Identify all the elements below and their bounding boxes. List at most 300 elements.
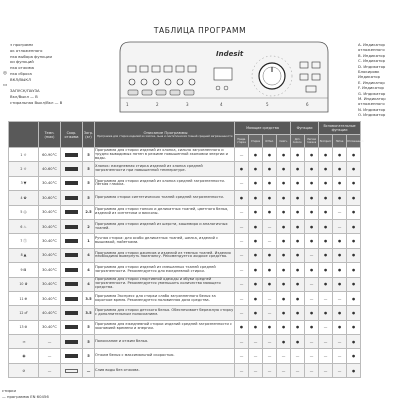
- right-legend-row: отложенного: [358, 47, 385, 53]
- mark-cell: ●: [305, 176, 319, 190]
- mark-cell: ●: [347, 176, 361, 190]
- mark-cell: ●: [319, 162, 333, 176]
- description-cell: Программа стирки синтетических тканей средней загрязненности.: [95, 191, 235, 205]
- mark-cell: ●: [291, 263, 305, 277]
- program-icon: ⊕: [24, 296, 28, 301]
- control-panel-illustration: [116, 38, 332, 116]
- temperature-cell: —: [39, 363, 61, 377]
- spin-bar-icon: [65, 153, 78, 157]
- mark-cell: —: [305, 291, 319, 305]
- load-cell: 3.5: [83, 306, 95, 320]
- mark-cell: ●: [291, 162, 305, 176]
- program-number: 4: [20, 195, 23, 200]
- mark-cell: ●: [347, 205, 361, 219]
- mark-cell: ●: [319, 306, 333, 320]
- mark-cell: —: [235, 148, 249, 162]
- program-number: 5: [20, 210, 23, 215]
- mark-cell: ●: [263, 248, 277, 262]
- mark-cell: ●: [249, 148, 263, 162]
- description-cell: Программа для стирки тонких и деликатных тканей, цветного белья, изделий из синтетики и вискозы.: [95, 205, 235, 219]
- program-icon: ♛: [24, 282, 28, 287]
- mark-cell: ●: [305, 148, 319, 162]
- description-cell: Полоскание и отжим белья.: [95, 335, 235, 349]
- spin-bar-icon: [65, 210, 78, 214]
- mark-cell: —: [235, 176, 249, 190]
- program-icon: ▼: [23, 181, 27, 186]
- spin-cell: [61, 306, 83, 320]
- mark-cell: ●: [319, 263, 333, 277]
- temperature-cell: 30-40°C: [39, 291, 61, 305]
- mark-cell: ●: [249, 162, 263, 176]
- spin-cell: [61, 248, 83, 262]
- mark-cell: ●: [333, 277, 347, 291]
- load-cell: 5: [83, 191, 95, 205]
- table-row: [9, 219, 361, 233]
- program-cell: [9, 363, 39, 377]
- program-number: 8: [20, 253, 23, 258]
- temperature-cell: 40-60°C: [39, 162, 61, 176]
- mark-cell: —: [235, 306, 249, 320]
- load-cell: 5: [83, 162, 95, 176]
- program-icon: ◎: [23, 210, 27, 215]
- load-cell: 4: [83, 263, 95, 277]
- load-cell: 5: [83, 320, 95, 334]
- program-cell: [9, 291, 39, 305]
- temperature-cell: 30-40°C: [39, 248, 61, 262]
- program-icon: ◉: [22, 354, 26, 359]
- description-cell: Программа для стирки детского белья. Обеспечивает бережную стирку с дополнительным полосканием.: [95, 306, 235, 320]
- mark-cell: —: [249, 335, 263, 349]
- spin-cell: [61, 148, 83, 162]
- mark-cell: ●: [249, 205, 263, 219]
- mark-cell: ●: [291, 248, 305, 262]
- left-legend-text: ВКЛ/ВЫКЛ: [10, 76, 31, 82]
- mark-cell: ●: [347, 162, 361, 176]
- mark-cell: ●: [319, 148, 333, 162]
- mark-cell: ●: [347, 335, 361, 349]
- header-spin: Скор. отжима: [61, 122, 83, 148]
- panel-button-2: [142, 90, 152, 95]
- mark-cell: ●: [347, 306, 361, 320]
- spin-cell: [61, 335, 83, 349]
- mark-cell: —: [235, 349, 249, 363]
- temperature-cell: 30-40°C: [39, 263, 61, 277]
- mark-cell: —: [319, 320, 333, 334]
- mark-cell: ●: [263, 277, 277, 291]
- temperature-cell: 30-40°C: [39, 320, 61, 334]
- mark-cell: —: [319, 349, 333, 363]
- header-col-label: Отложенный: [347, 135, 361, 148]
- panel-display: [214, 68, 232, 80]
- mark-cell: ●: [291, 291, 305, 305]
- spin-cell: [61, 320, 83, 334]
- table-row: [9, 205, 361, 219]
- mark-cell: ●: [263, 263, 277, 277]
- mark-cell: ●: [347, 363, 361, 377]
- mark-cell: ●: [319, 191, 333, 205]
- load-cell: —: [83, 363, 95, 377]
- description-cell: Программа для ежедневной стирки изделий средней загрязненности с экономией времени и энергии.: [95, 320, 235, 334]
- table-row: [9, 176, 361, 190]
- mark-cell: ●: [277, 306, 291, 320]
- mark-cell: —: [235, 277, 249, 291]
- mark-cell: —: [305, 277, 319, 291]
- mark-cell: ●: [277, 162, 291, 176]
- program-number: 6: [20, 224, 23, 229]
- header-description: Описание Программы: [143, 130, 188, 136]
- right-legend-row: O. Индикатор: [358, 112, 386, 118]
- program-table: [8, 121, 364, 378]
- description-cell: Программа для стирки изделий из шерсти, кашемира и аналогичных тканей.: [95, 219, 235, 233]
- left-legend-text: пка отжима: [10, 65, 34, 71]
- mark-cell: ●: [291, 277, 305, 291]
- header-col-label: Пятна: [333, 135, 347, 148]
- mark-cell: ●: [277, 234, 291, 248]
- temperature-cell: 30-60°C: [39, 191, 61, 205]
- program-icon: ♂: [24, 310, 28, 315]
- mark-cell: ●: [305, 320, 319, 334]
- table-row: [9, 363, 361, 377]
- program-cell: [9, 248, 39, 262]
- page-title: ТАБЛИЦА ПРОГРАММ: [153, 26, 247, 35]
- mark-cell: ●: [277, 263, 291, 277]
- mark-cell: ●: [305, 219, 319, 233]
- program-icon: ☼: [23, 152, 27, 157]
- mark-cell: ●: [333, 320, 347, 334]
- callout-5: 5: [266, 102, 269, 107]
- mark-cell: —: [263, 363, 277, 377]
- mark-cell: ●: [347, 263, 361, 277]
- mark-cell: ●: [263, 205, 277, 219]
- spin-bar-icon: [65, 239, 78, 243]
- program-icon: ♨: [23, 224, 27, 229]
- description-cell: Программа для стирки спортивной одежды и обуви средней загрязненности. Рекомендуется уменьшить количество моющего средства.: [95, 277, 235, 291]
- table-row: [9, 291, 361, 305]
- mark-cell: —: [263, 335, 277, 349]
- mark-cell: ●: [305, 263, 319, 277]
- panel-button-4: [170, 90, 180, 95]
- header-temp: Темп. (max): [39, 122, 61, 148]
- spin-cell: [61, 277, 83, 291]
- program-number: 2: [20, 167, 23, 172]
- program-cell: [9, 148, 39, 162]
- program-icon: ⊠: [23, 267, 27, 272]
- temperature-cell: —: [39, 335, 61, 349]
- mark-cell: ●: [249, 191, 263, 205]
- mark-cell: —: [263, 219, 277, 233]
- mark-cell: ●: [277, 219, 291, 233]
- table-row: [9, 306, 361, 320]
- left-legend-text: стиральная Выкл/Вкл — В: [10, 99, 63, 105]
- spin-cell: [61, 176, 83, 190]
- mark-cell: ●: [347, 277, 361, 291]
- left-legend-text: з программ: [10, 42, 33, 47]
- program-icon: ▲: [23, 253, 27, 258]
- mark-cell: ●: [235, 320, 249, 334]
- mark-cell: —: [319, 335, 333, 349]
- table-row: [9, 277, 361, 291]
- mark-cell: ●: [277, 176, 291, 190]
- header-col-label: Смягч.: [277, 135, 291, 148]
- table-row: [9, 349, 361, 363]
- mark-cell: —: [235, 335, 249, 349]
- spin-bar-icon: [65, 282, 78, 286]
- footer-line-2: — программа EN 60456: [2, 394, 49, 399]
- program-number: 12: [19, 310, 24, 315]
- program-cell: [9, 263, 39, 277]
- load-cell: 3.5: [83, 291, 95, 305]
- mark-cell: —: [319, 363, 333, 377]
- mark-cell: ●: [347, 248, 361, 262]
- program-cell: [9, 320, 39, 334]
- program-number: 11: [19, 296, 24, 301]
- temperature-cell: 60-90°C: [39, 148, 61, 162]
- right-legend-row: F. Индикатор: [358, 85, 384, 91]
- mark-cell: ●: [333, 176, 347, 190]
- right-legend-row: C. Индикатор: [358, 58, 386, 64]
- program-icon: ☼: [23, 167, 27, 172]
- mark-cell: ●: [291, 234, 305, 248]
- program-number: 3: [20, 181, 23, 186]
- mark-cell: —: [277, 349, 291, 363]
- temperature-cell: 30-40°C: [39, 219, 61, 233]
- spin-bar-icon: [65, 181, 78, 185]
- spin-cell: [61, 349, 83, 363]
- program-cell: [9, 306, 39, 320]
- mark-cell: ●: [319, 205, 333, 219]
- program-icon: ♒: [22, 339, 26, 344]
- right-legend-row: отложенного: [358, 101, 385, 107]
- header-description-sub: Программа для стирки изделий из хлопка, льна и синтетических тканей средней загрязненности: [97, 135, 233, 139]
- mark-cell: ●: [319, 277, 333, 291]
- mark-cell: ●: [249, 234, 263, 248]
- mark-cell: ●: [291, 176, 305, 190]
- mark-cell: ●: [277, 277, 291, 291]
- load-cell: 5: [83, 349, 95, 363]
- mark-cell: ●: [333, 306, 347, 320]
- spin-bar-icon: [65, 340, 78, 344]
- program-number: 1: [20, 152, 23, 157]
- mark-cell: ●: [305, 162, 319, 176]
- temperature-cell: 30-40°C: [39, 234, 61, 248]
- mark-cell: ●: [277, 191, 291, 205]
- right-legend-row: D. Индикатор: [358, 63, 386, 69]
- temperature-cell: —: [39, 349, 61, 363]
- program-icon: ⊛: [24, 325, 28, 330]
- header-col-label: Экспресс: [319, 135, 333, 148]
- mark-cell: —: [291, 349, 305, 363]
- spin-bar-icon: [65, 325, 78, 329]
- right-legend-row: A. Индикатор: [358, 42, 385, 47]
- mark-cell: —: [263, 306, 277, 320]
- right-legend-row: N. Индикатор: [358, 106, 386, 112]
- table-row: [9, 162, 361, 176]
- program-icon: Ⓣ: [23, 238, 27, 243]
- mark-cell: ●: [235, 191, 249, 205]
- mark-cell: ●: [277, 291, 291, 305]
- program-number: 10: [19, 282, 24, 287]
- mark-cell: ●: [347, 191, 361, 205]
- callout-2: 2: [156, 102, 159, 107]
- mark-cell: ●: [333, 234, 347, 248]
- mark-cell: ●: [291, 306, 305, 320]
- callout-6: 6: [306, 102, 309, 107]
- callout-3: 3: [186, 102, 189, 107]
- mark-cell: —: [305, 335, 319, 349]
- program-icon: ✿: [23, 195, 27, 200]
- description-cell: Слив воды без отжима.: [95, 363, 235, 377]
- mark-cell: ●: [249, 248, 263, 262]
- load-cell: 2.5: [83, 205, 95, 219]
- table-row: [9, 335, 361, 349]
- program-cell: [9, 277, 39, 291]
- program-number: 9: [20, 267, 23, 272]
- program-number: 7: [20, 238, 23, 243]
- mark-cell: ●: [333, 191, 347, 205]
- mark-cell: ●: [249, 277, 263, 291]
- description-cell: Программа для стирки изделий из хлопка, сильно загрязненного и трудно выводимых пятен в режиме повышенной экономии энергии и воды.: [95, 148, 235, 162]
- mark-cell: —: [291, 363, 305, 377]
- mark-cell: ●: [263, 176, 277, 190]
- description-cell: Программа для стирки изделий из смешанных тканей средней загрязненности. Рекомендуется для ежедневной стирки.: [95, 263, 235, 277]
- table-row: [9, 191, 361, 205]
- mark-cell: ●: [291, 320, 305, 334]
- temperature-cell: 30-40°C: [39, 277, 61, 291]
- header-col-label: Отбел.: [263, 135, 277, 148]
- mark-cell: ●: [305, 191, 319, 205]
- mark-cell: —: [277, 363, 291, 377]
- mark-cell: —: [235, 205, 249, 219]
- mark-cell: —: [333, 219, 347, 233]
- temperature-cell: 30-40°C: [39, 176, 61, 190]
- mark-cell: ●: [319, 219, 333, 233]
- mark-cell: ●: [277, 205, 291, 219]
- mark-cell: —: [333, 291, 347, 305]
- header-group-functions: Функции: [291, 122, 319, 135]
- right-legend-row: Блокировк: [358, 69, 380, 75]
- table-row: [9, 320, 361, 334]
- temperature-cell: 40-40°C: [39, 306, 61, 320]
- mark-cell: ●: [291, 205, 305, 219]
- mark-cell: ●: [333, 263, 347, 277]
- description-cell: Хлопок: ежедневная стирка изделий из хлопка средней загрязненности при повышенной температуре.: [95, 162, 235, 176]
- mark-cell: ●: [333, 248, 347, 262]
- mark-cell: ●: [263, 162, 277, 176]
- mark-cell: —: [305, 248, 319, 262]
- callout-1: 1: [126, 102, 129, 107]
- legend-symbol-icon: ▭: [2, 82, 8, 88]
- mark-cell: ●: [291, 219, 305, 233]
- program-cell: [9, 349, 39, 363]
- spin-bar-icon: [65, 253, 78, 257]
- spin-bar-icon: [65, 311, 78, 315]
- callout-4: 4: [220, 102, 223, 107]
- mark-cell: —: [235, 234, 249, 248]
- mark-cell: —: [249, 349, 263, 363]
- mark-cell: ●: [305, 205, 319, 219]
- spin-bar-icon: [65, 196, 78, 200]
- panel-button-5: [184, 90, 194, 95]
- header-group-aux: Вспомогательные функции: [319, 122, 361, 135]
- mark-cell: ●: [319, 234, 333, 248]
- mark-cell: —: [235, 291, 249, 305]
- brand-logo: Indesit: [216, 50, 244, 58]
- spin-cell: [61, 219, 83, 233]
- header-col-label: Легкая глажка: [305, 135, 319, 148]
- mark-cell: —: [333, 335, 347, 349]
- program-cell: [9, 205, 39, 219]
- header-col-label: Предв. стирка: [235, 135, 249, 148]
- spin-bar-icon: [65, 268, 78, 272]
- spin-cell: [61, 263, 83, 277]
- load-cell: 5: [83, 335, 95, 349]
- header-program: [9, 122, 39, 148]
- spin-bar-icon: [65, 167, 78, 171]
- right-legend-row: M. Индикатор: [358, 96, 386, 102]
- mark-cell: —: [235, 263, 249, 277]
- panel-button-3: [156, 90, 166, 95]
- mark-cell: ●: [319, 176, 333, 190]
- mark-cell: ●: [347, 291, 361, 305]
- mark-cell: —: [305, 349, 319, 363]
- spin-cell: [61, 205, 83, 219]
- left-legend-text: ки функций: [10, 59, 34, 65]
- mark-cell: ●: [277, 148, 291, 162]
- mark-cell: ●: [263, 148, 277, 162]
- mark-cell: ●: [305, 234, 319, 248]
- right-legend-row: E. Индикатор: [358, 79, 385, 85]
- program-cell: [9, 176, 39, 190]
- mark-cell: ●: [263, 191, 277, 205]
- mark-cell: ●: [347, 349, 361, 363]
- mark-cell: ●: [249, 263, 263, 277]
- header-group-detergents: Моющие средства: [235, 122, 291, 135]
- mark-cell: —: [333, 205, 347, 219]
- program-icon: ⊘: [22, 368, 26, 373]
- mark-cell: ●: [249, 320, 263, 334]
- right-legend: [358, 42, 400, 118]
- header-col-label: Доп. полоск.: [291, 135, 305, 148]
- mark-cell: ●: [249, 291, 263, 305]
- mark-cell: ●: [277, 320, 291, 334]
- mark-cell: ●: [277, 248, 291, 262]
- table-row: [9, 148, 361, 162]
- mark-cell: ●: [347, 219, 361, 233]
- description-cell: Отжим белья с максимальной скоростью.: [95, 349, 235, 363]
- program-cell: [9, 234, 39, 248]
- description-cell: Ручная стирка: для особо деликатных тканей, шелка, изделий с вышивкой, пайетками.: [95, 234, 235, 248]
- program-cell: [9, 335, 39, 349]
- load-cell: 5: [83, 176, 95, 190]
- load-cell: 4: [83, 248, 95, 262]
- mark-cell: ●: [291, 335, 305, 349]
- spin-cell: [61, 162, 83, 176]
- mark-cell: —: [263, 291, 277, 305]
- spin-cell: [61, 191, 83, 205]
- mark-cell: ●: [291, 148, 305, 162]
- mark-cell: ●: [291, 191, 305, 205]
- description-cell: Программа для стирки изделий из хлопка средней загрязненности. Легкая глажка.: [95, 176, 235, 190]
- program-cell: [9, 191, 39, 205]
- mark-cell: —: [319, 291, 333, 305]
- mark-cell: ●: [249, 176, 263, 190]
- program-number: 13: [19, 325, 24, 330]
- mark-cell: ●: [249, 306, 263, 320]
- spin-cell: [61, 234, 83, 248]
- left-legend-text: Вкл/Выкл — В: [10, 94, 38, 100]
- program-cell: [9, 219, 39, 233]
- description-cell: Программа для стирки джинсов и изделий из темных тканей. Изделия необходимо вывернуть наизнанку. Рекомендуется жидкое средство.: [95, 248, 235, 262]
